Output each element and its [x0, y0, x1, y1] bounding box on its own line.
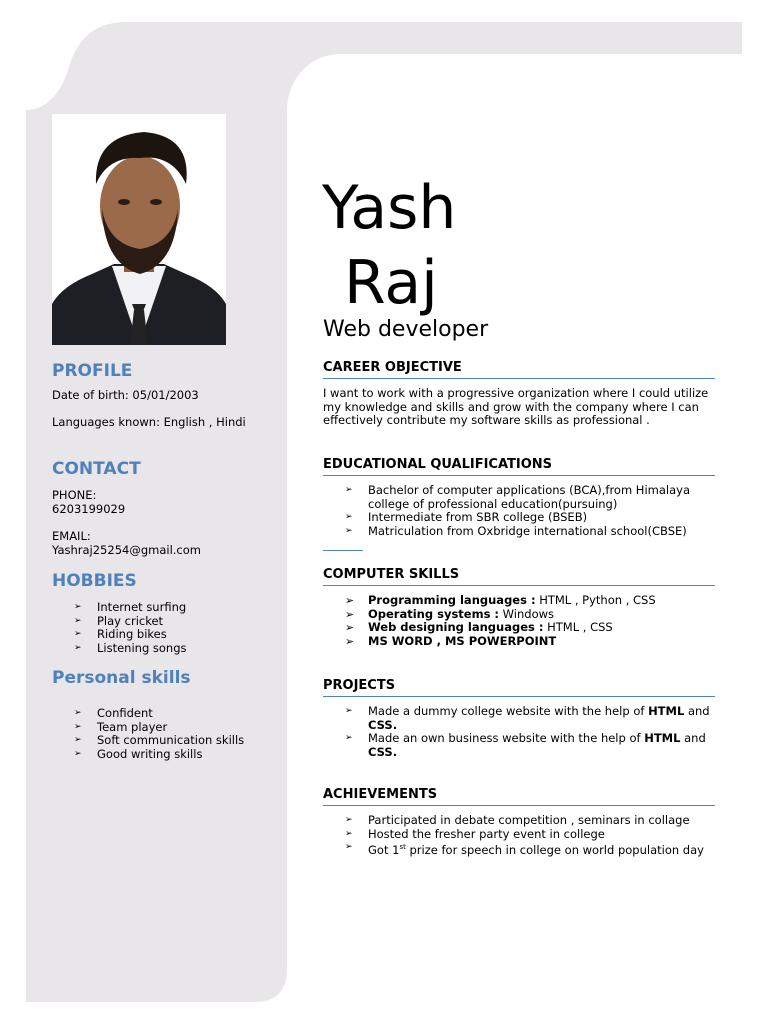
list-item	[345, 621, 715, 635]
skill-value: HTML , Python , CSS	[535, 593, 656, 607]
first-name: Yash	[322, 173, 457, 243]
education-section	[323, 457, 715, 538]
project-text: Made an own business website with the help of	[368, 731, 645, 745]
profile-heading: PROFILE	[52, 361, 133, 381]
list-item: ➢ Hosted the fresher party event in college	[345, 828, 715, 842]
education-heading: EDUCATIONAL QUALIFICATIONS	[323, 457, 715, 476]
last-name: Raj	[344, 248, 438, 318]
personal-skills-section	[52, 668, 272, 761]
languages-known: Languages known: English , Hindi	[52, 415, 246, 429]
contact-section	[52, 459, 272, 557]
projects-list	[323, 705, 715, 759]
list-item	[345, 594, 715, 608]
list-item: ➢ Team player	[74, 721, 272, 735]
skill-label: Operating systems :	[368, 606, 500, 621]
career-objective-section	[323, 360, 715, 428]
hobbies-section	[52, 571, 272, 655]
job-title: Web developer	[323, 317, 489, 342]
computer-skills-heading: COMPUTER SKILLS	[323, 567, 715, 586]
hobbies-heading: HOBBIES	[52, 571, 137, 591]
list-item: ➢ Play cricket	[74, 615, 272, 629]
projects-heading: PROJECTS	[323, 678, 715, 697]
skill-label: Programming languages :	[368, 593, 536, 607]
email-address: Yashraj25254@gmail.com	[52, 543, 201, 557]
phone-label: PHONE:	[52, 488, 97, 502]
list-item: ➢ Intermediate from SBR college (BSEB)	[345, 511, 715, 525]
list-item: ➢ Internet surfing	[74, 601, 272, 615]
computer-skills-section	[323, 567, 715, 648]
list-item: ➢ Riding bikes	[74, 628, 272, 642]
personal-skills-list	[52, 707, 272, 761]
email-label: EMAIL:	[52, 529, 91, 543]
project-tech: CSS.	[368, 717, 398, 732]
list-item: ➢ Participated in debate competition , seminars in collage	[345, 814, 715, 828]
achievements-heading: ACHIEVEMENTS	[323, 787, 715, 806]
achievement-text: Got 1	[368, 842, 400, 857]
skill-label: Web designing languages :	[368, 620, 544, 634]
list-item: ➢ Soft communication skills	[74, 734, 272, 748]
education-list	[323, 484, 715, 538]
list-item	[345, 841, 715, 857]
career-objective-heading: CAREER OBJECTIVE	[323, 360, 715, 379]
list-item	[345, 635, 715, 649]
ordinal-suffix: st	[399, 843, 406, 851]
hobbies-list	[52, 601, 272, 655]
skill-value: HTML , CSS	[543, 620, 613, 634]
list-item: ➢ Matriculation from Oxbridge international school(CBSE)	[345, 525, 715, 539]
date-of-birth: Date of birth: 05/01/2003	[52, 388, 199, 402]
achievement-text: prize for speech in college on world population day	[405, 842, 704, 857]
project-tech: HTML	[644, 731, 681, 745]
list-item: ➢ Bachelor of computer applications (BCA),from Himalaya college of professional education(pursuing)	[345, 484, 715, 511]
list-item	[345, 732, 715, 759]
list-item	[345, 608, 715, 622]
computer-skills-list	[323, 594, 715, 648]
profile-photo	[52, 114, 226, 345]
profile-section	[52, 361, 272, 429]
career-objective-text: I want to work with a progressive organization where I could utilize my knowledge and skills and grow with the company where I can effectively contribute my software skills as professional .	[323, 386, 709, 427]
project-text: Made a dummy college website with the help of	[368, 704, 649, 718]
project-text: and	[684, 704, 710, 718]
divider	[323, 550, 363, 551]
list-item: ➢ Listening songs	[74, 642, 272, 656]
list-item: ➢ Good writing skills	[74, 748, 272, 762]
project-text: and	[680, 731, 706, 745]
personal-skills-heading: Personal skills	[52, 668, 191, 688]
project-tech: HTML	[648, 704, 685, 718]
contact-heading: CONTACT	[52, 459, 141, 479]
list-item: ➢ Confident	[74, 707, 272, 721]
project-tech: CSS.	[368, 744, 398, 759]
skill-value: Windows	[499, 606, 555, 621]
projects-section	[323, 678, 715, 759]
skill-label: MS WORD , MS POWERPOINT	[368, 633, 557, 648]
phone-number: 6203199029	[52, 502, 126, 516]
list-item	[345, 705, 715, 732]
achievements-section	[323, 787, 715, 857]
achievements-list	[323, 814, 715, 857]
